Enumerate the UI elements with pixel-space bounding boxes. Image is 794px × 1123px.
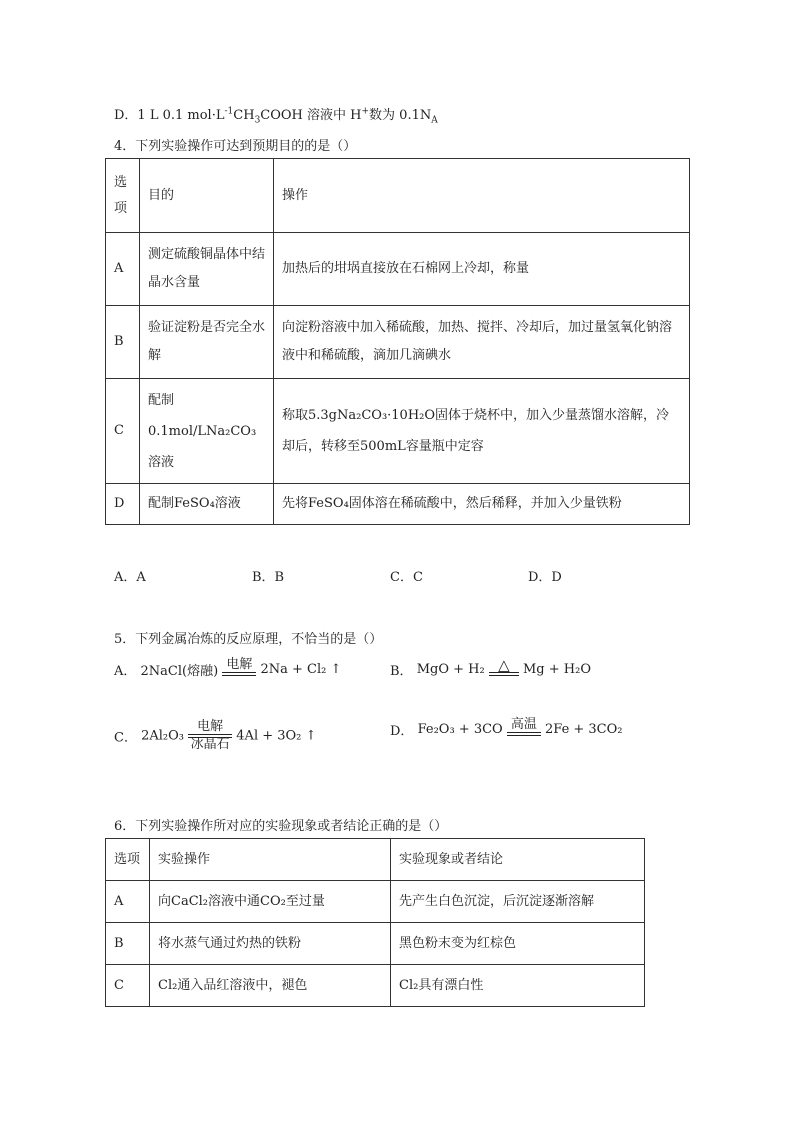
q6-row-operation: 向CaCl₂溶液中通CO₂至过量 xyxy=(150,881,391,923)
q4-title: 4．下列实验操作可达到预期目的的是（） xyxy=(114,139,357,154)
q5-c-label: C． xyxy=(114,730,137,746)
q4-row-operation: 先将FeSO₄固体溶在稀硫酸中，然后稀释，并加入少量铁粉 xyxy=(274,484,690,525)
q3-option-d xyxy=(114,104,438,126)
table-row xyxy=(106,881,645,923)
q4-row-purpose: 验证淀粉是否完全水解 xyxy=(140,306,274,379)
q3-d-text: D．1 L 0.1 mol·L xyxy=(114,108,225,123)
q4-header-operation: 操作 xyxy=(274,159,690,233)
table-row xyxy=(106,379,690,484)
q3-d-sup: -1 xyxy=(224,106,234,117)
q6-row-result: 黑色粉末变为红棕色 xyxy=(391,923,645,965)
q6-row-key: B xyxy=(106,923,150,965)
q5-option-c xyxy=(114,720,316,752)
q5-c-arrow xyxy=(188,720,232,752)
table-row xyxy=(106,923,645,965)
q5-d-right: 2Fe + 3CO₂ xyxy=(544,722,623,737)
q4-row-operation: 向淀粉溶液中加入稀硫酸，加热、搅拌、冷却后，加过量氢氧化钠溶液中和稀硫酸，滴加几滴碘水 xyxy=(274,306,690,379)
q4-option-b: B．B xyxy=(252,570,285,585)
table-row xyxy=(106,233,690,306)
q3-d-sup2: + xyxy=(361,106,370,117)
q4-row-key: C xyxy=(106,379,140,484)
q3-d-sub: 3 xyxy=(254,115,261,126)
q4-option-d: D．D xyxy=(528,570,562,585)
q5-option-b xyxy=(390,655,591,679)
q4-option-a: A．A xyxy=(114,570,146,585)
q5-a-arrow xyxy=(222,658,256,676)
q6-row-key: A xyxy=(106,881,150,923)
table-row xyxy=(106,484,690,525)
q6-header-result: 实验现象或者结论 xyxy=(391,839,645,881)
q5-c-condition-top: 电解 xyxy=(197,719,224,734)
q5-title: 5．下列金属冶炼的反应原理，不恰当的是（） xyxy=(114,632,383,647)
q5-b-left: MgO + H₂ xyxy=(416,662,485,677)
q5-b-arrow xyxy=(489,655,519,676)
q4-row-purpose: 配制FeSO₄溶液 xyxy=(140,484,274,525)
q6-row-operation: 将水蒸气通过灼热的铁粉 xyxy=(150,923,391,965)
q6-row-result: Cl₂具有漂白性 xyxy=(391,965,645,1007)
q5-option-a xyxy=(114,656,342,679)
q6-row-key: C xyxy=(106,965,150,1007)
table-row xyxy=(106,159,690,233)
q4-row-operation: 加热后的坩埚直接放在石棉网上冷却，称量 xyxy=(274,233,690,306)
q4-row-purpose: 配制0.1mol/LNa₂CO₃溶液 xyxy=(140,379,274,484)
q5-b-right: Mg + H₂O xyxy=(522,662,591,677)
q5-d-label: D． xyxy=(390,724,414,739)
q5-b-condition: △ xyxy=(498,655,510,674)
q5-a-label: A． xyxy=(114,664,137,679)
q4-header-purpose: 目的 xyxy=(140,159,274,233)
table-row xyxy=(106,839,645,881)
q4-row-key: B xyxy=(106,306,140,379)
q6-table xyxy=(105,838,645,1007)
q3-d-sub2: A xyxy=(431,115,438,126)
q5-c-condition-bottom: 冰晶石 xyxy=(190,737,230,752)
equals-sign xyxy=(507,732,541,736)
q5-a-right: 2Na + Cl₂ ↑ xyxy=(260,662,342,677)
q3-d-text4: 数为 0.1N xyxy=(369,108,432,123)
q4-row-purpose: 测定硫酸铜晶体中结晶水含量 xyxy=(140,233,274,306)
q6-row-operation: Cl₂通入品红溶液中，褪色 xyxy=(150,965,391,1007)
q6-header-key: 选项 xyxy=(106,839,150,881)
q4-row-key: D xyxy=(106,484,140,525)
q5-d-left: Fe₂O₃ + 3CO xyxy=(417,722,503,737)
q4-row-operation: 称取5.3gNa₂CO₃·10H₂O固体于烧杯中，加入少量蒸馏水溶解，冷却后，转移至500mL容量瓶中定容 xyxy=(274,379,690,484)
equals-sign xyxy=(222,672,256,676)
q5-option-d xyxy=(390,716,623,739)
q5-a-condition: 电解 xyxy=(226,656,253,672)
q5-b-label: B． xyxy=(390,664,413,679)
q4-option-c: C．C xyxy=(390,570,423,585)
table-row xyxy=(106,965,645,1007)
q4-table xyxy=(105,158,690,525)
q6-row-result: 先产生白色沉淀，后沉淀逐渐溶解 xyxy=(391,881,645,923)
q5-d-condition: 高温 xyxy=(510,716,537,732)
q5-c-right: 4Al + 3O₂ ↑ xyxy=(236,728,317,744)
q5-a-left: 2NaCl(熔融) xyxy=(140,664,219,679)
q6-title: 6．下列实验操作所对应的实验现象或者结论正确的是（） xyxy=(114,819,448,834)
q5-d-arrow xyxy=(507,718,541,736)
q3-d-text2: CH xyxy=(233,108,255,123)
q6-header-operation: 实验操作 xyxy=(150,839,391,881)
q4-row-key: A xyxy=(106,233,140,306)
q4-header-key: 选 项 xyxy=(106,159,140,233)
q5-c-left: 2Al₂O₃ xyxy=(141,728,184,744)
table-row xyxy=(106,306,690,379)
q3-d-text3: COOH 溶液中 H xyxy=(260,108,362,123)
